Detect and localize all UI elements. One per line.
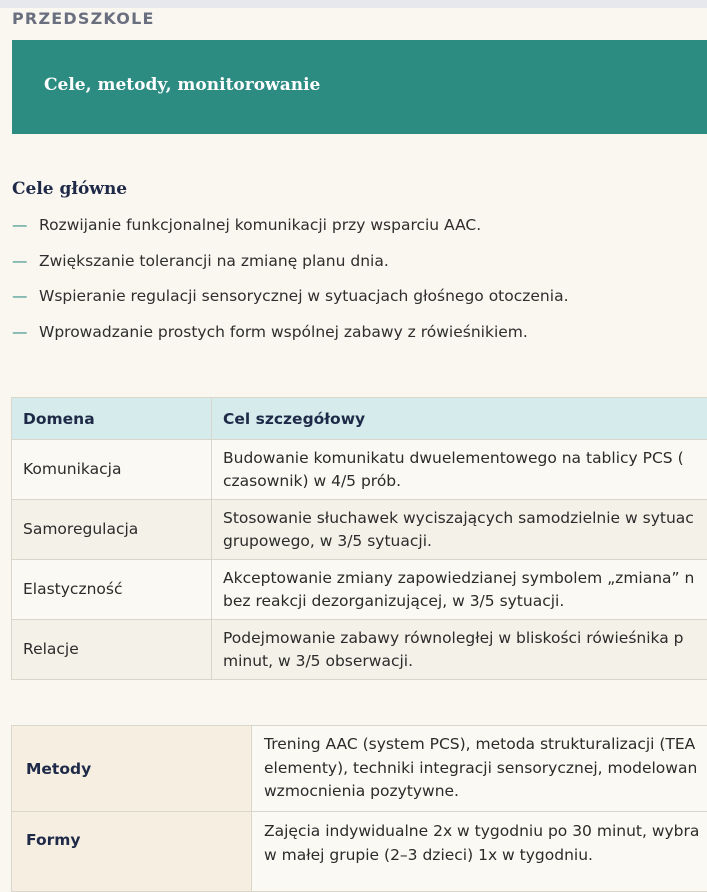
goal-cell <box>212 620 707 680</box>
domain-cell: Komunikacja <box>12 440 212 500</box>
goal-text: Rozwijanie funkcjonalnej komunikacji przy wsparciu AAC. <box>39 216 481 234</box>
column-header-goal: Cel szczegółowy <box>212 398 707 440</box>
goals-heading: Cele główne <box>12 179 127 199</box>
methods-line: wzmocnienia pozytywne. <box>264 782 459 800</box>
goal-line: grupowego, w 3/5 sytuacji. <box>223 532 432 550</box>
domain-cell: Elastyczność <box>12 560 212 620</box>
domain-goals-table <box>11 397 707 680</box>
goal-text: Wprowadzanie prostych form wspólnej zabawy z rówieśnikiem. <box>39 323 528 341</box>
row-label-forms: Formy <box>12 812 252 892</box>
section-banner <box>12 40 707 134</box>
goal-line: Akceptowanie zmiany zapowiedzianej symbolem „zmiana” n <box>223 569 694 587</box>
goal-text: Wspieranie regulacji sensorycznej w sytuacjach głośnego otoczenia. <box>39 287 569 305</box>
goal-cell <box>212 560 707 620</box>
goal-text: Zwiększanie tolerancji na zmianę planu dnia. <box>39 252 389 270</box>
column-header-domain: Domena <box>12 398 212 440</box>
goal-line: Budowanie komunikatu dwuelementowego na tablicy PCS ( <box>223 449 684 467</box>
goal-line: Podejmowanie zabawy równoległej w bliskości rówieśnika p <box>223 629 684 647</box>
forms-line: w małej grupie (2–3 dzieci) 1x w tygodniu. <box>264 846 593 864</box>
goal-line: minut, w 3/5 obserwacji. <box>223 652 413 670</box>
list-item <box>12 323 569 359</box>
table-row <box>12 620 707 680</box>
top-strip <box>0 0 707 8</box>
forms-line: Zajęcia indywidualne 2x w tygodniu po 30 minut, wybra <box>264 822 699 840</box>
dash-bullet-icon: — <box>12 216 39 234</box>
list-item <box>12 216 569 252</box>
goal-cell <box>212 440 707 500</box>
goal-line: bez reakcji dezorganizującej, w 3/5 sytuacji. <box>223 592 564 610</box>
goal-line: Stosowanie słuchawek wyciszających samodzielnie w sytuac <box>223 509 694 527</box>
row-label-methods: Metody <box>12 726 252 812</box>
forms-cell <box>252 812 707 892</box>
list-item <box>12 287 569 323</box>
document-section-label: PRZEDSZKOLE <box>12 9 155 28</box>
goals-list <box>12 216 569 358</box>
goal-line: czasownik) w 4/5 prób. <box>223 472 401 490</box>
table-row <box>12 812 707 892</box>
table-row <box>12 560 707 620</box>
table-row <box>12 500 707 560</box>
table-header-row <box>12 398 707 440</box>
table-row <box>12 726 707 812</box>
banner-title: Cele, metody, monitorowanie <box>44 75 320 95</box>
domain-cell: Samoregulacja <box>12 500 212 560</box>
domain-cell: Relacje <box>12 620 212 680</box>
list-item <box>12 252 569 288</box>
table-row <box>12 440 707 500</box>
goal-cell <box>212 500 707 560</box>
methods-line: Trening AAC (system PCS), metoda strukturalizacji (TEA <box>264 735 695 753</box>
methods-cell <box>252 726 707 812</box>
dash-bullet-icon: — <box>12 252 39 270</box>
dash-bullet-icon: — <box>12 287 39 305</box>
methods-line: elementy), techniki integracji sensorycznej, modelowan <box>264 759 697 777</box>
dash-bullet-icon: — <box>12 323 39 341</box>
